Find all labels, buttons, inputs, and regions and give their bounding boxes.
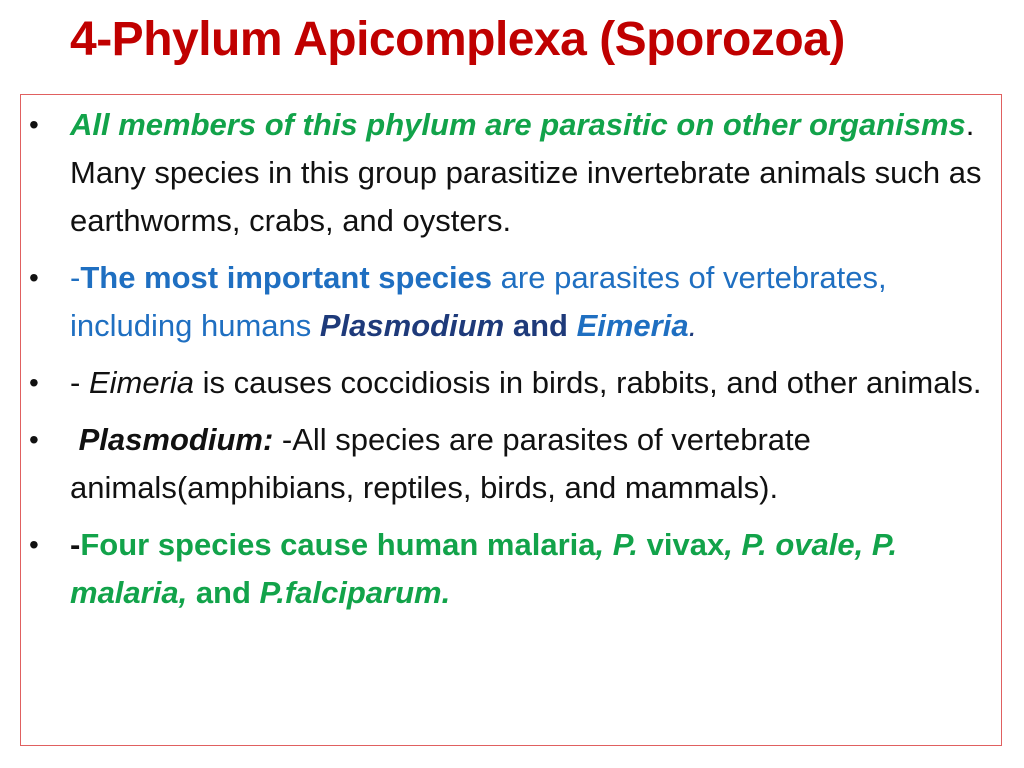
bullet-2-dash: - bbox=[70, 260, 81, 295]
bullet-5-dash: - bbox=[70, 527, 81, 562]
bullet-list bbox=[21, 101, 996, 626]
content-box bbox=[20, 94, 1002, 746]
bullet-2-emphasis: The most important species bbox=[80, 260, 493, 295]
bullet-5-p: , P. bbox=[595, 527, 639, 562]
bullet-dot-icon: • bbox=[29, 109, 39, 140]
bullet-5-emphasis: Four species cause human malaria bbox=[80, 527, 596, 562]
slide-title: 4-Phylum Apicomplexa (Sporozoa) bbox=[70, 13, 845, 66]
bullet-1-text: . Many species in this group parasitize invertebrate animals such as earthworms, crabs, and oysters. bbox=[70, 107, 982, 238]
bullet-2-text: are parasites of vertebrates, including humans bbox=[70, 260, 887, 343]
bullet-item-important-species bbox=[21, 254, 996, 350]
bullet-3-dash: - bbox=[70, 365, 89, 400]
bullet-3-eimeria: Eimeria bbox=[88, 365, 195, 400]
bullet-5-vivax: vivax bbox=[638, 527, 725, 562]
bullet-2-plasmodium: Plasmodium bbox=[319, 308, 505, 343]
bullet-item-eimeria bbox=[21, 359, 996, 407]
bullet-2-eimeria: Eimeria bbox=[576, 308, 689, 343]
bullet-item-plasmodium bbox=[21, 416, 996, 512]
bullet-dot-icon: • bbox=[29, 529, 39, 560]
bullet-item-malaria bbox=[21, 521, 996, 617]
bullet-5-falciparum: P.falciparum. bbox=[259, 575, 451, 610]
bullet-2-period: . bbox=[688, 308, 698, 343]
bullet-dot-icon: • bbox=[29, 262, 39, 293]
bullet-4-plasmodium: Plasmodium: bbox=[78, 422, 274, 457]
bullet-3-text: is causes coccidiosis in birds, rabbits, and other animals. bbox=[194, 365, 982, 400]
bullet-4-text: -All species are parasites of vertebrate animals(amphibians, reptiles, birds, and mammals). bbox=[70, 422, 811, 505]
bullet-2-and: and bbox=[504, 308, 577, 343]
bullet-dot-icon: • bbox=[29, 424, 39, 455]
bullet-dot-icon: • bbox=[29, 367, 39, 398]
bullet-1-emphasis: All members of this phylum are parasitic on other organisms bbox=[70, 107, 966, 142]
bullet-5-and: and bbox=[187, 575, 260, 610]
bullet-5-ovale-malaria: , P. ovale, P. malaria, bbox=[70, 527, 898, 610]
bullet-item-parasitic bbox=[21, 101, 996, 245]
